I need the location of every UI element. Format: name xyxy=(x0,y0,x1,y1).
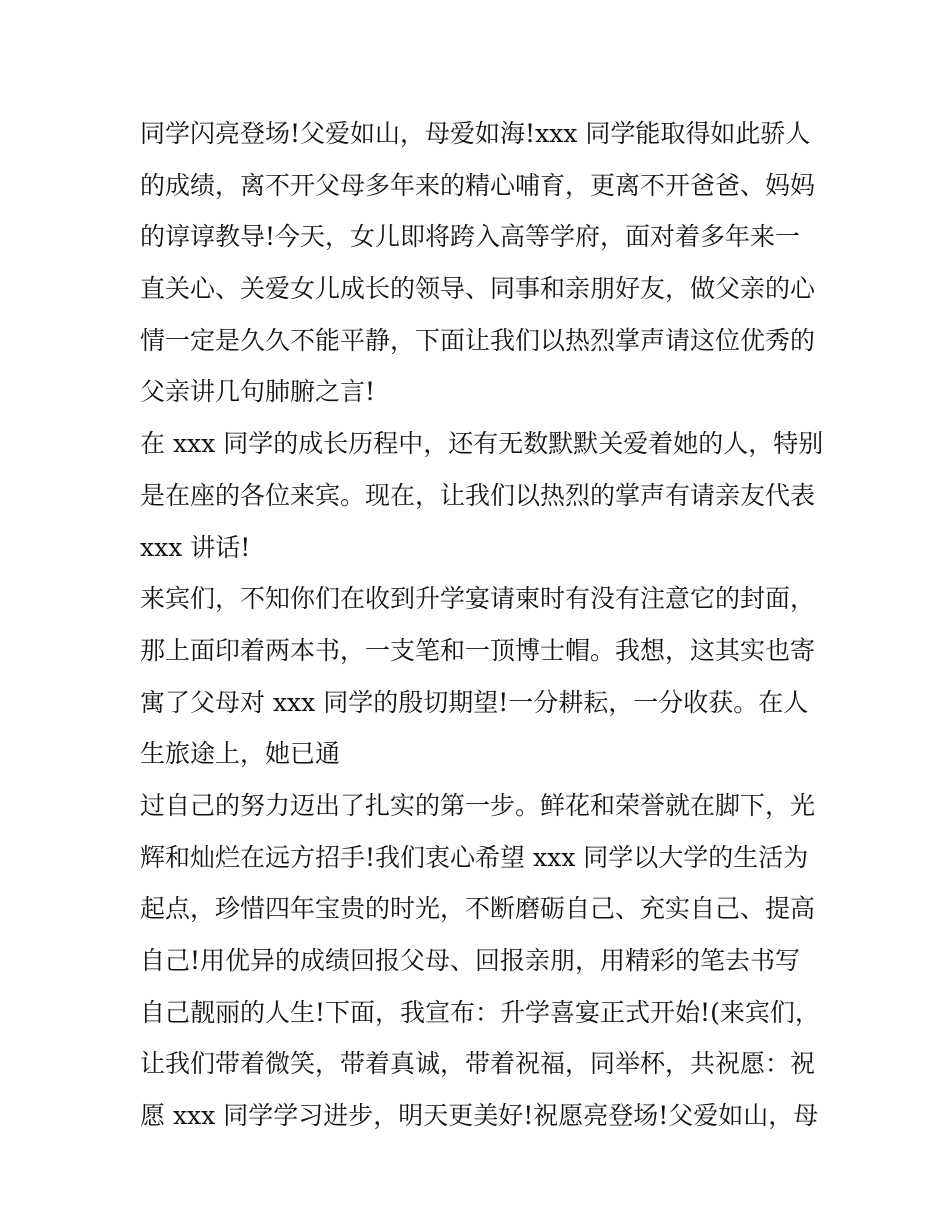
text-line: 那上面印着两本书，一支笔和一顶博士帽。我想，这其实也寄 xyxy=(140,635,816,665)
text-line: 情一定是久久不能平静，下面让我们以热烈掌声请这位优秀的 xyxy=(140,325,816,355)
text-line: 的成绩，离不开父母多年来的精心哺育，更离不开爸爸、妈妈 xyxy=(140,170,816,200)
text-line: 寓了父母对 xxx 同学的殷切期望!一分耕耘，一分收获。在人 xyxy=(140,687,809,717)
text-line: 在 xxx 同学的成长历程中，还有无数默默关爱着她的人，特别 xyxy=(140,429,824,459)
text-line: 直关心、关爱女儿成长的领导、同事和亲朋好友，做父亲的心 xyxy=(140,274,816,304)
text-line: 是在座的各位来宾。现在，让我们以热烈的掌声有请亲友代表 xyxy=(140,480,816,510)
text-line: 自己!用优异的成绩回报父母、回报亲朋，用精彩的笔去书写 xyxy=(140,946,801,975)
text-line: xxx 讲话! xyxy=(140,532,251,562)
text-line: 父亲讲几句肺腑之言! xyxy=(140,377,376,407)
text-line: 过自己的努力迈出了扎实的第一步。鲜花和荣誉就在脚下，光 xyxy=(140,790,816,820)
text-line: 生旅途上，她已通 xyxy=(140,739,341,769)
text-line: 自己靓丽的人生!下面，我宣布：升学喜宴正式开始!(来宾们， xyxy=(140,997,820,1027)
document-body xyxy=(140,108,824,1142)
text-line: 让我们带着微笑，带着真诚，带着祝福，同举杯，共祝愿：祝 xyxy=(140,1049,816,1079)
text-line: 辉和灿烂在远方招手!我们衷心希望 xxx 同学以大学的生活为 xyxy=(140,842,809,872)
text-line: 愿 xxx 同学学习进步，明天更美好!祝愿亮登场!父爱如山，母 xyxy=(140,1101,819,1131)
text-line: 来宾们，不知你们在收到升学宴请柬时有没有注意它的封面， xyxy=(140,584,816,614)
text-line: 同学闪亮登场!父爱如山，母爱如海!xxx 同学能取得如此骄人 xyxy=(140,119,811,148)
text-line: 的谆谆教导!今天，女儿即将跨入高等学府，面对着多年来一 xyxy=(140,222,801,252)
text-line: 起点，珍惜四年宝贵的时光，不断磨砺自己、充实自己、提高 xyxy=(140,894,816,924)
